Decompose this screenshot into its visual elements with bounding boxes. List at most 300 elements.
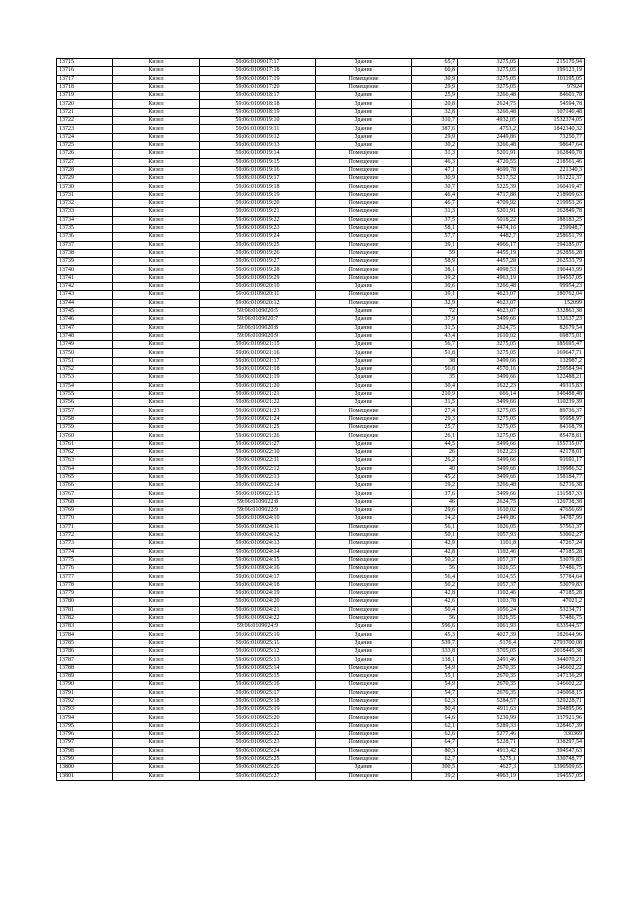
city-cell: Кизел [113,714,200,722]
specific-value-cell: 4753,2 [458,125,519,133]
row-number-cell: 13743 [57,291,113,299]
cadastral-number-cell: 59:06:0109022:15 [200,490,316,498]
cadastral-value-cell: 42178,01 [519,448,585,456]
cadastral-number-cell: 59:06:0109022:13 [200,473,316,481]
area-cell: 300,5 [412,764,458,772]
table-row [57,415,585,423]
specific-value-cell: 3499,66 [458,440,519,448]
area-cell: 333,8 [412,648,458,656]
object-type-cell: Помещение [316,274,412,282]
cadastral-value-cell: 218561,46 [519,158,585,166]
object-type-cell: Здание [316,764,412,772]
cadastral-value-cell: 140488,48 [519,390,585,398]
cadastral-value-cell: 146602,22 [519,681,585,689]
row-number-cell: 13760 [57,432,113,440]
cadastral-value-cell: 139986,52 [519,465,585,473]
row-number-cell: 13767 [57,490,113,498]
row-number-cell: 13766 [57,482,113,490]
cadastral-value-cell: 120738,38 [519,498,585,506]
city-cell: Кизел [113,224,200,232]
cadastral-number-cell: 59:06:0109019:26 [200,249,316,257]
area-cell: 54,9 [412,664,458,672]
cadastral-number-cell: 59:06:0109025:24 [200,747,316,755]
cadastral-value-cell: 132637,23 [519,316,585,324]
table-row [57,672,585,680]
row-number-cell: 13716 [57,67,113,75]
cadastral-number-cell: 59:06:0109024:13 [200,540,316,548]
cadastral-number-cell: 59:06:0109020:7 [200,316,316,324]
object-type-cell: Здание [316,117,412,125]
city-cell: Кизел [113,772,200,780]
area-cell: 42,8 [412,548,458,556]
table-row [57,656,585,664]
cadastral-number-cell: 59:06:0109020:12 [200,299,316,307]
area-cell: 64,7 [412,739,458,747]
city-cell: Кизел [113,473,200,481]
specific-value-cell: 4457,28 [458,258,519,266]
area-cell: 42,6 [412,598,458,606]
cadastral-value-cell: 47185,28 [519,590,585,598]
city-cell: Кизел [113,739,200,747]
row-number-cell: 13751 [57,357,113,365]
cadastral-number-cell: 59:06:0109019:14 [200,150,316,158]
row-number-cell: 13752 [57,365,113,373]
cadastral-value-cell: 152099 [519,299,585,307]
row-number-cell: 13758 [57,415,113,423]
city-cell: Кизел [113,158,200,166]
cadastral-value-cell: 332861,38 [519,307,585,315]
specific-value-cell: 4932,05 [458,117,519,125]
area-cell: 62,7 [412,755,458,763]
object-type-cell: Здание [316,283,412,291]
object-type-cell: Здание [316,100,412,108]
row-number-cell: 13780 [57,598,113,606]
cadastral-value-cell: 1390509,65 [519,764,585,772]
row-number-cell: 13786 [57,648,113,656]
cadastral-value-cell: 633544,57 [519,623,585,631]
city-cell: Кизел [113,191,200,199]
area-cell: 31,5 [412,399,458,407]
row-number-cell: 13720 [57,100,113,108]
row-number-cell: 13795 [57,722,113,730]
city-cell: Кизел [113,482,200,490]
object-type-cell: Помещение [316,706,412,714]
specific-value-cell: 5217,52 [458,175,519,183]
object-type-cell: Здание [316,440,412,448]
object-type-cell: Помещение [316,697,412,705]
cadastral-value-cell: 221340,3 [519,166,585,174]
row-number-cell: 13784 [57,631,113,639]
city-cell: Кизел [113,399,200,407]
row-number-cell: 13740 [57,266,113,274]
row-number-cell: 13779 [57,590,113,598]
cadastral-number-cell: 59:06:0109024:18 [200,581,316,589]
cadastral-value-cell: 95958,97 [519,415,585,423]
cadastral-value-cell: 1842340,32 [519,125,585,133]
object-type-cell: Помещение [316,258,412,266]
table-row [57,639,585,647]
specific-value-cell: 3499,66 [458,316,519,324]
specific-value-cell: 5289,33 [458,722,519,730]
row-number-cell: 13781 [57,606,113,614]
row-number-cell: 13764 [57,465,113,473]
specific-value-cell: 5277,46 [458,731,519,739]
area-cell: 35 [412,374,458,382]
city-cell: Кизел [113,299,200,307]
table-row [57,714,585,722]
object-type-cell: Помещение [316,266,412,274]
cadastral-value-cell: 57784,64 [519,573,585,581]
row-number-cell: 13787 [57,656,113,664]
specific-value-cell: 4623,07 [458,291,519,299]
cadastral-number-cell: 59:06:0109018:19 [200,108,316,116]
city-cell: Кизел [113,175,200,183]
row-number-cell: 13782 [57,614,113,622]
specific-value-cell: 3266,48 [458,283,519,291]
cadastral-number-cell: 59:06:0109021:21 [200,390,316,398]
city-cell: Кизел [113,92,200,100]
table-row [57,382,585,390]
row-number-cell: 13776 [57,565,113,573]
area-cell: 47,1 [412,166,458,174]
city-cell: Кизел [113,598,200,606]
object-type-cell: Помещение [316,200,412,208]
specific-value-cell: 5230,99 [458,714,519,722]
specific-value-cell: 5201,91 [458,208,519,216]
cadastral-value-cell: 53234,71 [519,606,585,614]
object-type-cell: Помещение [316,216,412,224]
object-type-cell: Помещение [316,565,412,573]
cadastral-number-cell: 59:06:0109024:15 [200,556,316,564]
cadastral-value-table [56,58,585,781]
city-cell: Кизел [113,681,200,689]
cadastral-value-cell: 84601,78 [519,92,585,100]
object-type-cell: Здание [316,59,412,67]
table-row [57,341,585,349]
table-row [57,67,585,75]
area-cell: 54,9 [412,681,458,689]
specific-value-cell: 3499,66 [458,374,519,382]
area-cell: 20,8 [412,100,458,108]
cadastral-number-cell: 59:06:0109019:22 [200,216,316,224]
table-row [57,324,585,332]
area-cell: 50,4 [412,606,458,614]
city-cell: Кизел [113,349,200,357]
cadastral-value-cell: 182644,96 [519,631,585,639]
specific-value-cell: 4027,39 [458,631,519,639]
table-row [57,357,585,365]
cadastral-number-cell: 59:06:0109024:21 [200,606,316,614]
table-row [57,764,585,772]
row-number-cell: 13799 [57,755,113,763]
row-number-cell: 13724 [57,133,113,141]
cadastral-value-cell: 73250,77 [519,133,585,141]
cadastral-number-cell: 59:06:0109019:24 [200,233,316,241]
table-row [57,133,585,141]
cadastral-number-cell: 59:06:0109021:16 [200,349,316,357]
object-type-cell: Здание [316,515,412,523]
specific-value-cell: 4709,92 [458,200,519,208]
cadastral-number-cell: 59:06:0109019:29 [200,274,316,282]
city-cell: Кизел [113,565,200,573]
cadastral-value-cell: 54594,78 [519,100,585,108]
table-row [57,565,585,573]
object-type-cell: Помещение [316,241,412,249]
city-cell: Кизел [113,59,200,67]
specific-value-cell: 3275,05 [458,59,519,67]
cadastral-value-cell: 338297,54 [519,739,585,747]
specific-value-cell: 3266,48 [458,92,519,100]
table-row [57,490,585,498]
specific-value-cell: 5275,1 [458,755,519,763]
specific-value-cell: 2491,46 [458,656,519,664]
area-cell: 42,9 [412,540,458,548]
city-cell: Кизел [113,755,200,763]
area-cell: 539,7 [412,639,458,647]
city-cell: Кизел [113,556,200,564]
object-type-cell: Помещение [316,722,412,730]
area-cell: 46,4 [412,191,458,199]
cadastral-value-cell: 180762,04 [519,291,585,299]
area-cell: 27,4 [412,407,458,415]
object-type-cell: Здание [316,365,412,373]
table-row [57,75,585,83]
object-type-cell: Помещение [316,731,412,739]
table-row [57,631,585,639]
cadastral-number-cell: 59:06:0109019:11 [200,125,316,133]
city-cell: Кизел [113,523,200,531]
object-type-cell: Помещение [316,175,412,183]
table-row [57,166,585,174]
cadastral-value-cell: 110239,39 [519,399,585,407]
city-cell: Кизел [113,316,200,324]
cadastral-value-cell: 84168,79 [519,424,585,432]
table-row [57,125,585,133]
area-cell: 29,3 [412,415,458,423]
object-type-cell: Помещение [316,83,412,91]
specific-value-cell: 2670,35 [458,681,519,689]
city-cell: Кизел [113,341,200,349]
row-number-cell: 13798 [57,747,113,755]
table-row [57,739,585,747]
row-number-cell: 13728 [57,166,113,174]
cadastral-number-cell: 59:06:0109022:8 [200,498,316,506]
table-row [57,241,585,249]
row-number-cell: 13771 [57,523,113,531]
table-row [57,614,585,622]
object-type-cell: Помещение [316,191,412,199]
cadastral-number-cell: 59:06:0109025:11 [200,639,316,647]
table-row [57,531,585,539]
cadastral-number-cell: 59:06:0109025:20 [200,714,316,722]
object-type-cell: Помещение [316,664,412,672]
table-row [57,731,585,739]
city-cell: Кизел [113,274,200,282]
row-number-cell: 13777 [57,573,113,581]
specific-value-cell: 4623,07 [458,299,519,307]
specific-value-cell: 1061,93 [458,623,519,631]
cadastral-number-cell: 59:06:0109021:20 [200,382,316,390]
cadastral-number-cell: 59:06:0109025:14 [200,664,316,672]
area-cell: 80,3 [412,747,458,755]
cadastral-number-cell: 59:06:0109017:18 [200,67,316,75]
area-cell: 55,1 [412,672,458,680]
object-type-cell: Помещение [316,432,412,440]
row-number-cell: 13732 [57,200,113,208]
object-type-cell: Здание [316,67,412,75]
specific-value-cell: 3499,66 [458,357,519,365]
cadastral-number-cell: 59:06:0109017:17 [200,59,316,67]
cadastral-number-cell: 59:06:0109025:19 [200,706,316,714]
city-cell: Кизел [113,249,200,257]
city-cell: Кизел [113,498,200,506]
row-number-cell: 13737 [57,241,113,249]
object-type-cell: Помещение [316,540,412,548]
city-cell: Кизел [113,689,200,697]
cadastral-number-cell: 59:06:0109022:9 [200,507,316,515]
cadastral-value-cell: 146068,15 [519,689,585,697]
object-type-cell: Здание [316,623,412,631]
object-type-cell: Помещение [316,755,412,763]
area-cell: 14,2 [412,515,458,523]
city-cell: Кизел [113,573,200,581]
city-cell: Кизел [113,357,200,365]
table-row [57,697,585,705]
cadastral-number-cell: 59:06:0109021:26 [200,432,316,440]
specific-value-cell: 3499,66 [458,490,519,498]
row-number-cell: 13747 [57,324,113,332]
specific-value-cell: 3499,66 [458,457,519,465]
specific-value-cell: 5225,39 [458,183,519,191]
object-type-cell: Помещение [316,249,412,257]
specific-value-cell: 4911,63 [458,706,519,714]
cadastral-value-cell: 158184,77 [519,473,585,481]
area-cell: 39,2 [412,772,458,780]
table-row [57,365,585,373]
cadastral-value-cell: 194557,05 [519,772,585,780]
cadastral-value-cell: 99954,23 [519,283,585,291]
object-type-cell: Здание [316,648,412,656]
city-cell: Кизел [113,672,200,680]
object-type-cell: Здание [316,108,412,116]
table-row [57,556,585,564]
cadastral-number-cell: 59:06:0109024:11 [200,523,316,531]
specific-value-cell: 5201,91 [458,150,519,158]
table-row [57,216,585,224]
area-cell: 138,1 [412,656,458,664]
object-type-cell: Здание [316,639,412,647]
area-cell: 56 [412,565,458,573]
cadastral-number-cell: 59:06:0109025:10 [200,631,316,639]
row-number-cell: 13756 [57,399,113,407]
object-type-cell: Здание [316,465,412,473]
area-cell: 58,1 [412,224,458,232]
specific-value-cell: 4966,17 [458,241,519,249]
object-type-cell: Здание [316,141,412,149]
object-type-cell: Здание [316,92,412,100]
cadastral-value-cell: 53002,27 [519,531,585,539]
object-type-cell: Здание [316,349,412,357]
object-type-cell: Помещение [316,689,412,697]
cadastral-value-cell: 185695,47 [519,341,585,349]
table-row [57,473,585,481]
object-type-cell: Здание [316,125,412,133]
cadastral-value-cell: 215170,94 [519,59,585,67]
area-cell: 46,7 [412,200,458,208]
city-cell: Кизел [113,548,200,556]
specific-value-cell: 1622,23 [458,448,519,456]
city-cell: Кизел [113,324,200,332]
object-type-cell: Здание [316,631,412,639]
row-number-cell: 13721 [57,108,113,116]
object-type-cell: Помещение [316,233,412,241]
table-row [57,507,585,515]
cadastral-value-cell: 62716,38 [519,482,585,490]
specific-value-cell: 2670,35 [458,689,519,697]
cadastral-number-cell: 59:06:0109019:13 [200,141,316,149]
row-number-cell: 13794 [57,714,113,722]
area-cell: 58,9 [412,258,458,266]
object-type-cell: Помещение [316,598,412,606]
specific-value-cell: 4717,88 [458,191,519,199]
cadastral-number-cell: 59:06:0109019:15 [200,158,316,166]
cadastral-number-cell: 59:06:0109018:18 [200,100,316,108]
city-cell: Кизел [113,390,200,398]
row-number-cell: 13762 [57,448,113,456]
cadastral-number-cell: 59:06:0109022:12 [200,465,316,473]
cadastral-value-cell: 329228,71 [519,697,585,705]
cadastral-number-cell: 59:06:0109017:20 [200,83,316,91]
area-cell: 26,2 [412,457,458,465]
area-cell: 39,2 [412,274,458,282]
city-cell: Кизел [113,639,200,647]
area-cell: 25,9 [412,92,458,100]
specific-value-cell: 1103,78 [458,598,519,606]
row-number-cell: 13726 [57,150,113,158]
table-row [57,448,585,456]
cadastral-value-cell: 160419,47 [519,183,585,191]
city-cell: Кизел [113,465,200,473]
specific-value-cell: 4720,55 [458,158,519,166]
row-number-cell: 13719 [57,92,113,100]
row-number-cell: 13745 [57,307,113,315]
cadastral-number-cell: 59:06:0109024:22 [200,614,316,622]
area-cell: 57,7 [412,233,458,241]
table-row [57,249,585,257]
table-row [57,299,585,307]
area-cell: 50,2 [412,581,458,589]
row-number-cell: 13800 [57,764,113,772]
object-type-cell: Здание [316,324,412,332]
cadastral-value-cell: 57561,37 [519,523,585,531]
table-body [57,59,585,781]
row-number-cell: 13789 [57,672,113,680]
specific-value-cell: 5176,4 [458,639,519,647]
cadastral-number-cell: 59:06:0109025:13 [200,656,316,664]
table-row [57,233,585,241]
specific-value-cell: 3275,05 [458,75,519,83]
city-cell: Кизел [113,108,200,116]
specific-value-cell: 1056,24 [458,606,519,614]
row-number-cell: 13759 [57,424,113,432]
area-cell: 30,2 [412,141,458,149]
object-type-cell: Помещение [316,772,412,780]
city-cell: Кизел [113,415,200,423]
city-cell: Кизел [113,623,200,631]
city-cell: Кизел [113,183,200,191]
table-row [57,316,585,324]
cadastral-value-cell: 218909,63 [519,191,585,199]
